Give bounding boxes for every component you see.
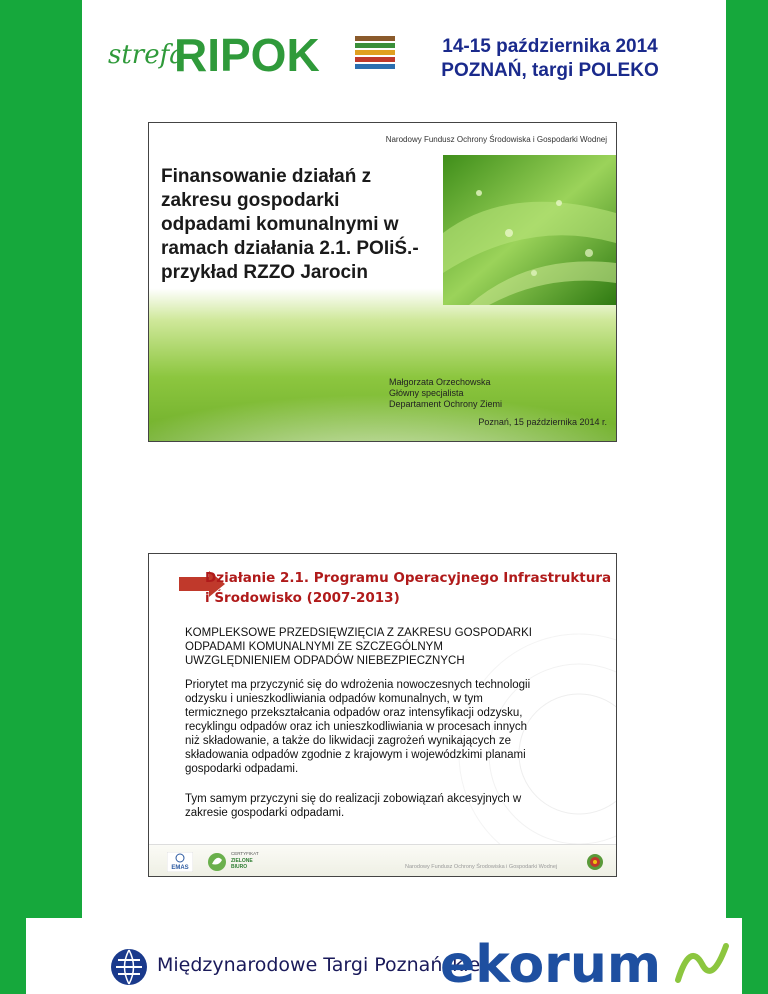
mtp-logo-icon [110, 948, 148, 986]
paragraph-line: zakresie gospodarki odpadami. [185, 807, 345, 819]
frame-left [0, 0, 82, 994]
paragraph-line: recyklingu odpadów oraz ich unieszkodliwiania w procesach innych [185, 721, 527, 733]
certificate-label: CERTYFIKAT [231, 851, 259, 856]
frame-left-bottom [0, 918, 26, 994]
section-heading-line: ODPADAMI KOMUNALNYMI ZE SZCZEGÓLNYM [185, 641, 443, 653]
slide-title-line: odpadami komunalnymi w [161, 214, 399, 235]
author-block [389, 377, 502, 410]
ekorum-text: ekorum [440, 935, 662, 992]
paragraph-line: odzysku i unieszkodliwiania odpadów komunalnych, w tym [185, 693, 483, 705]
slide-title-line: Finansowanie działań z [161, 166, 372, 187]
author-department: Departament Ochrony Ziemi [389, 399, 503, 409]
place-date: Poznań, 15 października 2014 r. [478, 417, 607, 427]
section-heading-line: KOMPLEKSOWE PRZEDSIĘWZIĘCIA Z ZAKRESU GOSPODARKI [185, 627, 532, 639]
content-slide [148, 553, 617, 877]
event-date: 14-15 października 2014 [442, 36, 658, 57]
certificate-name-line: ZIELONE [231, 858, 253, 864]
mtp-name: Międzynarodowe Targi Poznańskie [157, 954, 481, 976]
certificate-name [231, 858, 253, 870]
logo-stripes-icon [355, 36, 395, 72]
slide-title-line: i Środowisko (2007-2013) [205, 590, 400, 606]
paragraph-line: Priorytet ma przyczynić się do wdrożenia nowoczesnych technologii [185, 679, 531, 691]
slide-title [161, 165, 441, 285]
accession-paragraph [185, 792, 605, 820]
paragraph-line: składowania odpadów zgodnie z krajowym i wojewódzkimi planami [185, 749, 526, 761]
author-position: Główny specjalista [389, 388, 464, 398]
priority-paragraph [185, 678, 605, 776]
logo-strefa-text: strefa [108, 40, 185, 70]
slide-title-line: ramach działania 2.1. POIiŚ.- [161, 238, 419, 259]
paragraph-line: niż składowanie, a także do likwidacji zagrożeń wynikających ze [185, 735, 511, 747]
certificate-name-line: BIURO [231, 864, 248, 870]
paragraph-line: gospodarki odpadami. [185, 763, 299, 775]
section-heading-line: UWZGLĘDNIENIEM ODPADÓW NIEBEZPIECZNYCH [185, 655, 465, 667]
emas-label: EMAS [171, 865, 189, 871]
emas-logo-icon [167, 852, 193, 872]
green-office-icon [207, 852, 227, 872]
slide-title-line: Działanie 2.1. Programu Operacyjnego Infrastruktura [205, 570, 612, 586]
frame-right-bottom [742, 918, 768, 994]
logo-ripok-text: RIPOK [174, 29, 320, 81]
frame-right [726, 0, 768, 994]
section-heading [185, 626, 605, 668]
slide-title-line: przykład RZZO Jarocin [161, 262, 368, 283]
paragraph-line: termicznego przekształcania odpadów oraz intensyfikacji odzysku, [185, 707, 523, 719]
paragraph-line: Tym samym przyczyni się do realizacji zobowiązań akcesyjnych w [185, 793, 522, 805]
footer-institution: Narodowy Fundusz Ochrony Środowiska i Gospodarki Wodnej [405, 864, 558, 870]
slide-title-line: zakresu gospodarki [161, 190, 340, 211]
nfosigw-emblem-icon [586, 853, 604, 871]
author-name: Małgorzata Orzechowska [389, 377, 491, 387]
slide-title [205, 568, 615, 608]
event-place: POZNAŃ, targi POLEKO [441, 60, 659, 81]
institution-name: Narodowy Fundusz Ochrony Środowiska i Gospodarki Wodnej [385, 135, 607, 144]
title-slide [148, 122, 617, 442]
ekorum-logo [440, 932, 730, 992]
